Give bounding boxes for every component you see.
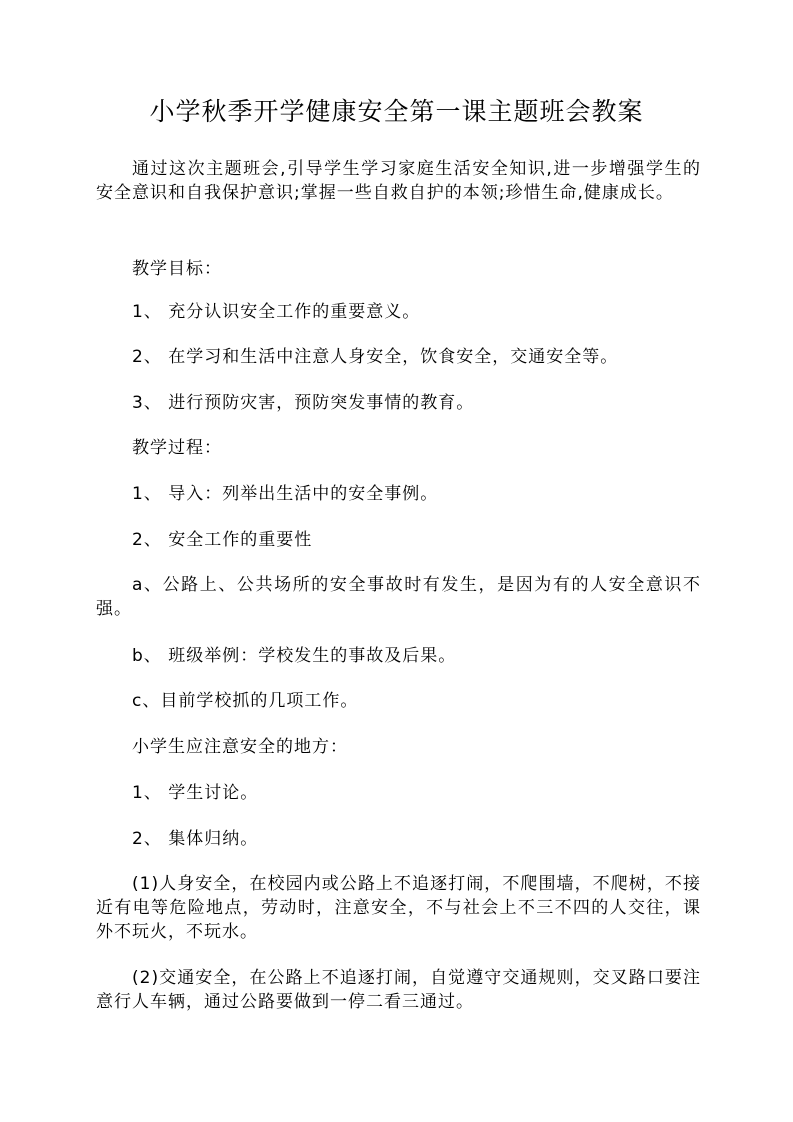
process-subitem-b: b、 班级举例：学校发生的事故及后果。 [132, 646, 457, 666]
process-subitem-a: a、公路上、公共场所的安全事故时有发生，是因为有的人安全意识不强。 [96, 575, 701, 619]
intro-paragraph: 通过这次主题班会,引导学生学习家庭生活安全知识,进一步增强学生的安全意识和自我保护意识;掌握一些自救自护的本领;珍惜生命,健康成长。 [96, 159, 701, 203]
places-item-1: 1、 学生讨论。 [132, 783, 259, 803]
safety-traffic-paragraph: (2)交通安全，在公路上不追逐打闹，自觉遵守交通规则，交叉路口要注意行人车辆，通过公路要做到一停二看三通过。 [96, 968, 701, 1012]
process-heading: 教学过程： [132, 438, 222, 458]
objectives-heading: 教学目标： [132, 259, 222, 279]
places-item-2: 2、 集体归纳。 [132, 829, 259, 849]
objective-item-1: 1、 充分认识安全工作的重要意义。 [132, 302, 421, 322]
objective-item-3: 3、 进行预防灾害，预防突发事情的教育。 [132, 393, 475, 413]
process-item-2: 2、 安全工作的重要性 [132, 530, 313, 550]
document-title: 小学秋季开学健康安全第一课主题班会教案 [149, 97, 644, 126]
process-subitem-c: c、目前学校抓的几项工作。 [132, 691, 359, 711]
places-heading: 小学生应注意安全的地方： [132, 737, 348, 757]
objective-item-2: 2、 在学习和生活中注意人身安全，饮食安全，交通安全等。 [132, 347, 619, 367]
process-item-1: 1、 导入：列举出生活中的安全事例。 [132, 484, 439, 504]
safety-personal-paragraph: (1)人身安全，在校园内或公路上不追逐打闹，不爬围墙，不爬树，不接近有电等危险地点，劳动时，注意安全，不与社会上不三不四的人交往，课外不玩火，不玩水。 [96, 874, 701, 942]
